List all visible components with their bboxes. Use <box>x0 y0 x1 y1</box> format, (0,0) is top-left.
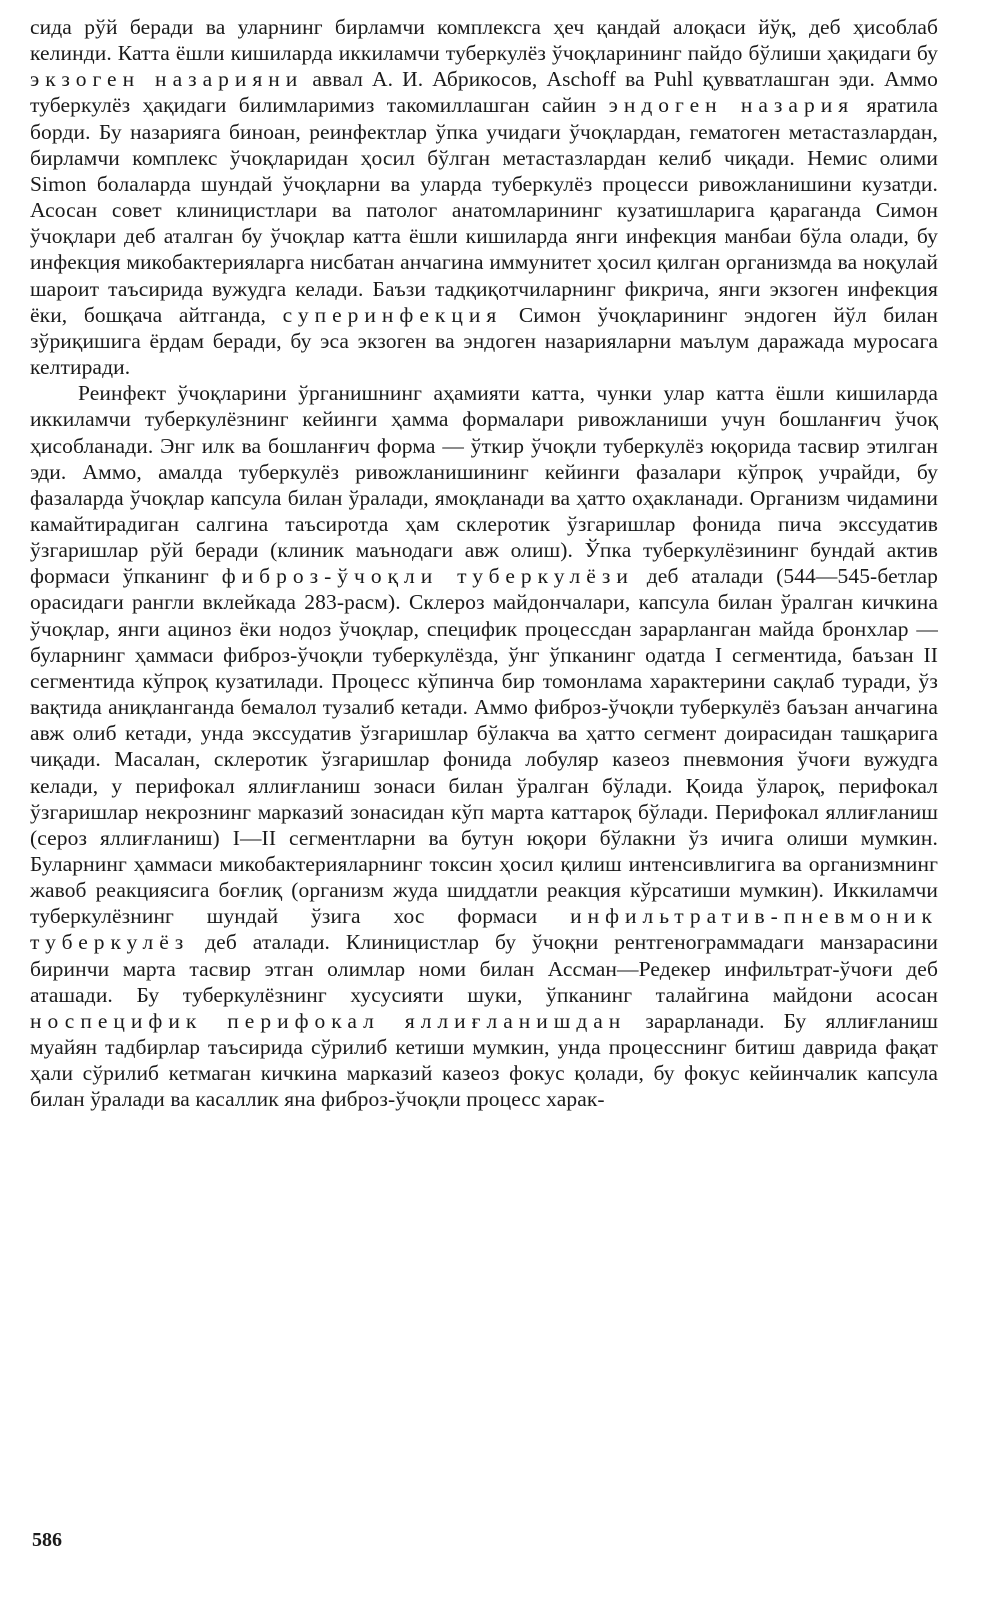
text-run: Симон ўчоқларининг эндоген йўл билан зўриқишига ёрдам беради, бу эса экзоген ва эндоген назарияларни маълум даражада муросага келтиради. <box>30 302 938 380</box>
text-run: Реинфект ўчоқларини ўрганишнинг аҳамияти катта, чунки улар катта ёшли кишиларда иккиламчи туберкулёзнинг кейинги ҳамма формалари ривожланиши учун бошланғич ўчоқ ҳисобланади. Энг илк ва бошланғич форма — ўткир ўчоқли туберкулёз юқорида тасвир этилган эди. Аммо, амалда туберкулёз ривожланишининг кейинги фазалари кўпроқ учрайди, бу фазаларда ўчоқлар капсула билан ўралади, ямоқланади ва ҳатто оҳакланади. Организм чидамини камайтирадиган салгина таъсиротда ҳам склеротик ўзгаришлар фонида пича экссудатив ўзгаришлар рўй беради (клиник маънодаги авж олиш). Ўпка туберкулёзининг бундай актив формаси ўпканинг <box>30 381 938 589</box>
text-run: яратила борди. Бу назарияга биноан, реинфектлар ўпка учидаги ўчоқлардан, гематоген метастазлардан, бирламчи комплекс ўчоқларидан ҳосил бўлган метастазлардан келиб чиқади. Немис олими Simon болаларда шундай ўчоқларни ва уларда туберкулёз процесси ривожланишини кузатди. Асосан совет клиницистлари ва патолог анатомларининг кузатишларига қараганда Симон ўчоқлари деб аталган бу ўчоқлар катта ёшли кишиларда янги инфекция манбаи бўла олади, бу инфекция микобактерияларга нисбатан анчагина иммунитет ҳосил қилган организмда ва ноқулай шароит таъсирида вужудга келади. Баъзи тадқиқотчиларнинг фикрича, янги экзоген инфекция ёки, бошқача айтганда, <box>30 93 938 327</box>
body-text <box>30 0 938 1113</box>
book-page <box>30 0 938 1600</box>
text-run: аввал А. И. Абрикосов, Aschoff ва Puhl қувватлашган эди. Аммо туберкулёз ҳақидаги билимларимиз такомиллашган сайин <box>30 67 938 118</box>
paragraph <box>30 14 938 380</box>
spaced-term: носпецифик перифокал яллиғланишдан <box>30 1008 627 1033</box>
text-run: сида рўй беради ва уларнинг бирламчи комплексга ҳеч қандай алоқаси йўқ, деб ҳисоблаб келинди. Катта ёшли кишиларда иккиламчи туберкулёз ўчоқларининг пайдо бўлиши ҳақидаги бу <box>30 15 938 66</box>
spaced-term: эндоген назария <box>608 93 855 118</box>
paragraph <box>30 380 938 1112</box>
spaced-term: экзоген назарияни <box>30 67 304 92</box>
page-number: 586 <box>32 1529 62 1551</box>
spaced-term: фиброз-ўчоқли туберкулёзи <box>221 564 634 589</box>
text-run: зарарланади. Бу яллиғланиш муайян тадбирлар таъсирида сўрилиб кетиши мумкин, унда процесснинг битиш даврида фақат ҳали сўрилиб кетмаган кичкина марказий казеоз фокус қолади, бу фокус кейинчалик капсула билан ўралади ва касаллик яна фиброз-ўчоқли процесс харак- <box>30 1008 938 1112</box>
spaced-term: инфильтратив-пневмоник туберкулёз <box>30 904 938 955</box>
text-run: деб аталади. Клиницистлар бу ўчоқни рентгенограммадаги манзарасини биринчи марта тасвир этган олимлар номи билан Ассман—Редекер инфильтрат-ўчоғи деб аташади. Бу туберкулёзнинг хусусияти шуки, ўпканинг талайгина майдони асосан <box>30 930 938 1007</box>
spaced-term: суперинфекция <box>282 302 503 327</box>
text-run: деб аталади (544—545-бетлар орасидаги рангли вклейкада 283-расм). Склероз майдончалари, капсула билан ўралган кичкина ўчоқлар, янги ациноз ёки нодоз ўчоқлар, специфик процессдан зарарланган майда бронхлар — буларнинг ҳаммаси фиброз-ўчоқли туберкулёзда, ўнг ўпканинг одатда I сегментида, баъзан II сегментида кўпроқ кузатилади. Процесс кўпинча бир томонлама характерини сақлаб туради, ўз вақтида аниқланганда бемалол тузалиб кетади. Аммо фиброз-ўчоқли туберкулёз баъзан анчагина авж олиб кетади, унда экссудатив ўзгаришлар бўлакча ва ҳатто сегмент доирасидан ташқарига чиқади. Масалан, склеротик ўзгаришлар фонида лобуляр казеоз пневмония ўчоғи вужудга келади, у перифокал яллиғланиш зонаси билан ўралган бўлади. Қоида ўлароқ, перифокал ўзгаришлар некрознинг марказий зонасидан кўп марта каттароқ бўлади. Перифокал яллиғланиш (сероз яллиғланиш) I—II сегментларни ва бутун юқори бўлакни ўз ичига олиши мумкин. Буларнинг ҳаммаси микобактерияларнинг токсин ҳосил қилиш интенсивлигига ва организмнинг жавоб реакциясига боғлиқ (организм жуда шиддатли реакция кўрсатиши мумкин). Иккиламчи туберкулёзнинг шундай ўзига хос формаси <box>30 564 939 929</box>
